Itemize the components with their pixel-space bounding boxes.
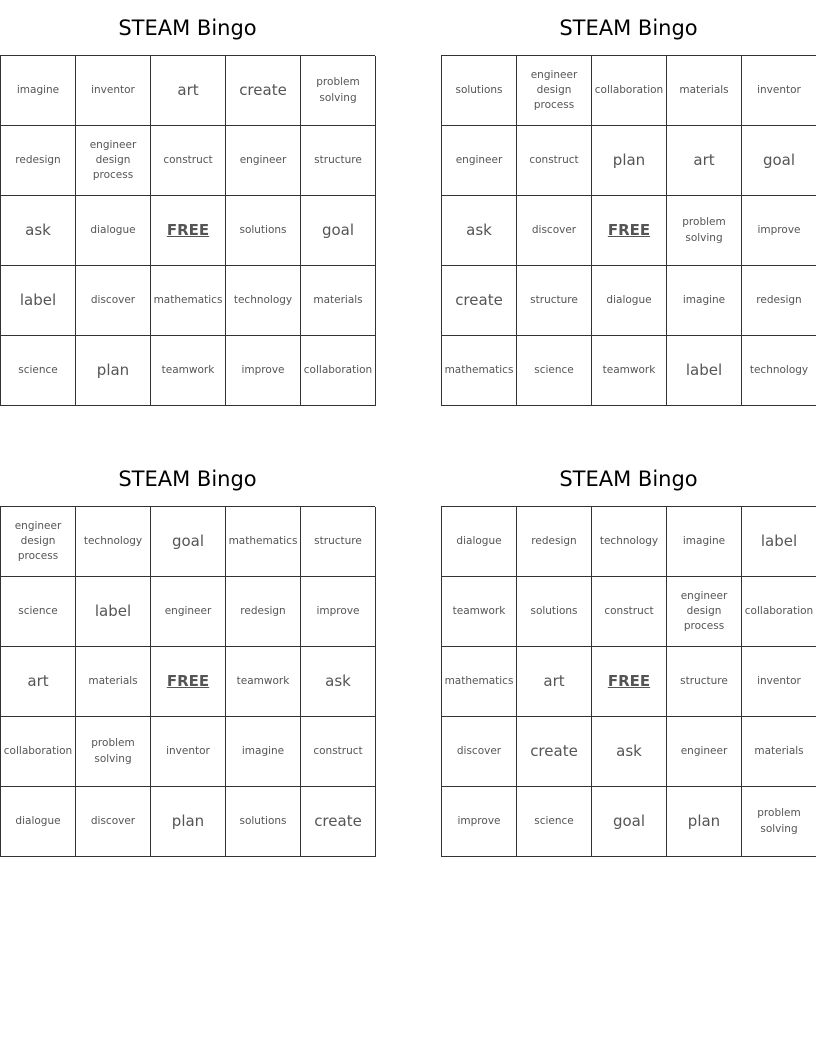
bingo-cell: problem solving — [76, 717, 151, 787]
bingo-card-3 — [0, 451, 375, 857]
bingo-cell: science — [517, 787, 592, 857]
bingo-cell: engineer design process — [667, 577, 742, 647]
bingo-cell: mathematics — [442, 336, 517, 406]
bingo-cell: goal — [592, 787, 667, 857]
bingo-grid — [441, 55, 816, 406]
bingo-cell: mathematics — [226, 507, 301, 577]
card-title: STEAM Bingo — [559, 16, 698, 40]
bingo-cell: inventor — [151, 717, 226, 787]
bingo-cell: goal — [301, 196, 376, 266]
bingo-cell: mathematics — [151, 266, 226, 336]
bingo-cell: teamwork — [226, 647, 301, 717]
bingo-cell: engineer — [442, 126, 517, 196]
bingo-cell: technology — [76, 507, 151, 577]
bingo-cell: imagine — [1, 56, 76, 126]
bingo-cell: solutions — [226, 787, 301, 857]
bingo-cell: collaboration — [301, 336, 376, 406]
bingo-cell: improve — [742, 196, 816, 266]
free-space-cell: FREE — [592, 647, 667, 717]
bingo-cell: create — [301, 787, 376, 857]
bingo-cell: structure — [667, 647, 742, 717]
bingo-cell: improve — [442, 787, 517, 857]
bingo-cell: redesign — [1, 126, 76, 196]
bingo-cell: solutions — [226, 196, 301, 266]
bingo-cell: dialogue — [592, 266, 667, 336]
bingo-cell: inventor — [76, 56, 151, 126]
bingo-cell: construct — [301, 717, 376, 787]
bingo-cell: create — [517, 717, 592, 787]
bingo-cell: technology — [742, 336, 816, 406]
bingo-cell: science — [517, 336, 592, 406]
bingo-cell: goal — [151, 507, 226, 577]
bingo-cell: plan — [667, 787, 742, 857]
bingo-cell: problem solving — [742, 787, 816, 857]
bingo-cell: materials — [742, 717, 816, 787]
bingo-cell: inventor — [742, 56, 816, 126]
bingo-cell: imagine — [226, 717, 301, 787]
bingo-cell: solutions — [517, 577, 592, 647]
bingo-cell: label — [1, 266, 76, 336]
bingo-cell: create — [442, 266, 517, 336]
bingo-cell: discover — [517, 196, 592, 266]
bingo-cell: discover — [76, 266, 151, 336]
bingo-cell: art — [517, 647, 592, 717]
bingo-cell: dialogue — [1, 787, 76, 857]
bingo-cell: plan — [151, 787, 226, 857]
bingo-cell: redesign — [226, 577, 301, 647]
bingo-cell: materials — [76, 647, 151, 717]
bingo-cell: technology — [226, 266, 301, 336]
bingo-cell: materials — [301, 266, 376, 336]
card-title: STEAM Bingo — [559, 467, 698, 491]
bingo-card-1 — [0, 0, 375, 406]
bingo-cell: structure — [301, 126, 376, 196]
bingo-cell: redesign — [742, 266, 816, 336]
bingo-cell: engineer — [151, 577, 226, 647]
bingo-cell: problem solving — [301, 56, 376, 126]
bingo-cell: mathematics — [442, 647, 517, 717]
bingo-cell: engineer design process — [517, 56, 592, 126]
bingo-cell: dialogue — [76, 196, 151, 266]
bingo-cell: art — [667, 126, 742, 196]
bingo-cell: science — [1, 336, 76, 406]
bingo-cell: collaboration — [1, 717, 76, 787]
bingo-cell: ask — [1, 196, 76, 266]
card-title: STEAM Bingo — [118, 467, 257, 491]
bingo-cell: goal — [742, 126, 816, 196]
bingo-cell: ask — [592, 717, 667, 787]
bingo-grid — [0, 506, 375, 857]
bingo-cell: inventor — [742, 647, 816, 717]
bingo-cell: teamwork — [151, 336, 226, 406]
bingo-cell: imagine — [667, 266, 742, 336]
bingo-cell: teamwork — [442, 577, 517, 647]
bingo-cell: discover — [76, 787, 151, 857]
bingo-cell: plan — [592, 126, 667, 196]
bingo-cell: engineer — [667, 717, 742, 787]
bingo-cell: engineer — [226, 126, 301, 196]
bingo-cell: ask — [442, 196, 517, 266]
free-space-cell: FREE — [151, 196, 226, 266]
bingo-cell: improve — [226, 336, 301, 406]
bingo-cell: redesign — [517, 507, 592, 577]
bingo-cell: label — [76, 577, 151, 647]
bingo-cell: structure — [301, 507, 376, 577]
bingo-cell: imagine — [667, 507, 742, 577]
bingo-cell: label — [742, 507, 816, 577]
bingo-cell: science — [1, 577, 76, 647]
bingo-cell: solutions — [442, 56, 517, 126]
bingo-cell: collaboration — [742, 577, 816, 647]
bingo-cell: construct — [592, 577, 667, 647]
bingo-cell: discover — [442, 717, 517, 787]
bingo-cell: label — [667, 336, 742, 406]
bingo-cell: create — [226, 56, 301, 126]
bingo-cell: construct — [151, 126, 226, 196]
bingo-card-2 — [441, 0, 816, 406]
bingo-cell: ask — [301, 647, 376, 717]
bingo-cell: collaboration — [592, 56, 667, 126]
bingo-grid — [0, 55, 375, 406]
bingo-cell: problem solving — [667, 196, 742, 266]
bingo-cell: art — [1, 647, 76, 717]
free-space-cell: FREE — [592, 196, 667, 266]
bingo-cell: improve — [301, 577, 376, 647]
bingo-card-4 — [441, 451, 816, 857]
bingo-cell: engineer design process — [1, 507, 76, 577]
bingo-cell: engineer design process — [76, 126, 151, 196]
bingo-cell: plan — [76, 336, 151, 406]
bingo-cell: technology — [592, 507, 667, 577]
card-title: STEAM Bingo — [118, 16, 257, 40]
bingo-cell: construct — [517, 126, 592, 196]
free-space-cell: FREE — [151, 647, 226, 717]
bingo-cell: dialogue — [442, 507, 517, 577]
bingo-cell: art — [151, 56, 226, 126]
bingo-cell: teamwork — [592, 336, 667, 406]
bingo-grid — [441, 506, 816, 857]
bingo-cell: materials — [667, 56, 742, 126]
bingo-cell: structure — [517, 266, 592, 336]
